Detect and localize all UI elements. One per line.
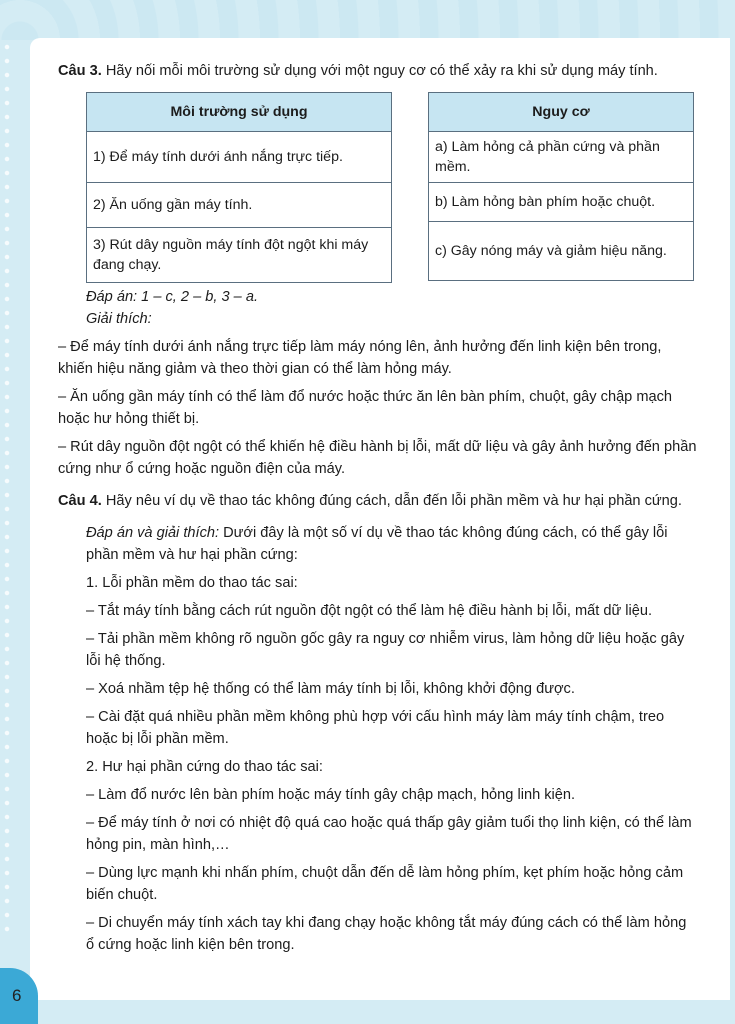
- list-item: – Để máy tính ở nơi có nhiệt độ quá cao hoặc quá thấp gây giảm tuổi thọ linh kiện, có thể làm hỏng pin, màn hình,…: [86, 815, 692, 853]
- question-4: [58, 490, 698, 512]
- question-3-answer: [58, 286, 698, 330]
- question-3: [58, 60, 698, 82]
- section-heading: 2. Hư hại phần cứng do thao tác sai:: [86, 759, 323, 775]
- environment-table: [86, 92, 392, 283]
- page-content: [58, 60, 698, 962]
- list-item: – Di chuyển máy tính xách tay khi đang chạy hoặc không tắt máy đúng cách có thể làm hỏng ổ cứng hoặc linh kiện bên trong.: [86, 915, 687, 953]
- question-4-label: Câu 4.: [58, 493, 102, 509]
- list-item: – Xoá nhầm tệp hệ thống có thể làm máy tính bị lỗi, không khởi động được.: [86, 681, 575, 697]
- list-item: – Tắt máy tính bằng cách rút nguồn đột ngột có thể làm hệ điều hành bị lỗi, mất dữ liệu.: [86, 603, 653, 619]
- risk-header: Nguy cơ: [429, 93, 694, 132]
- question-4-text: Hãy nêu ví dụ về thao tác không đúng cách, dẫn đến lỗi phần mềm và hư hại phần cứng.: [101, 493, 682, 509]
- answer-intro-text: Dưới đây là một số ví dụ về thao tác không đúng cách, có thể gây lỗi phần mềm và hư hại phần cứng:: [86, 525, 668, 563]
- bottom-decoration: [0, 1000, 735, 1024]
- explanation-item: – Rút dây nguồn đột ngột có thể khiến hệ điều hành bị lỗi, mất dữ liệu và gây ảnh hưởng đến phần cứng như ổ cứng hoặc nguồn điện của máy.: [58, 439, 697, 477]
- list-item: – Tải phần mềm không rõ nguồn gốc gây ra nguy cơ nhiễm virus, làm hỏng dữ liệu hoặc gây lỗi hệ thống.: [86, 631, 685, 669]
- answer-intro: [86, 522, 698, 566]
- risk-row: b) Làm hỏng bàn phím hoặc chuột.: [429, 183, 694, 222]
- top-decoration: [0, 0, 735, 40]
- environment-row: 3) Rút dây nguồn máy tính đột ngột khi máy đang chạy.: [87, 228, 392, 283]
- risk-table: [428, 92, 694, 281]
- environment-row: 2) Ăn uống gần máy tính.: [87, 183, 392, 228]
- risk-row: c) Gây nóng máy và giảm hiệu năng.: [429, 222, 694, 281]
- list-item: – Cài đặt quá nhiều phần mềm không phù hợp với cấu hình máy làm máy tính chậm, treo hoặc bị lỗi phần mềm.: [86, 709, 665, 747]
- environment-header: Môi trường sử dụng: [87, 93, 392, 132]
- matching-tables: [58, 92, 698, 280]
- list-item: – Dùng lực mạnh khi nhấn phím, chuột dẫn đến dễ làm hỏng phím, kẹt phím hoặc hỏng cảm biến chuột.: [86, 865, 684, 903]
- environment-row: 1) Để máy tính dưới ánh nắng trực tiếp.: [87, 132, 392, 183]
- section-heading: 1. Lỗi phần mềm do thao tác sai:: [86, 575, 298, 591]
- answer-intro-label: Đáp án và giải thích:: [86, 525, 220, 541]
- list-item: – Làm đổ nước lên bàn phím hoặc máy tính gây chập mạch, hỏng linh kiện.: [86, 787, 576, 803]
- explanation-item: – Để máy tính dưới ánh nắng trực tiếp làm máy nóng lên, ảnh hưởng đến linh kiện bên trong, khiến hiệu năng giảm và theo thời gian có thể làm hỏng máy.: [58, 339, 662, 377]
- question-4-answer: [58, 522, 698, 956]
- question-3-label: Câu 3.: [58, 63, 102, 79]
- explanation-item: – Ăn uống gần máy tính có thể làm đổ nước hoặc thức ăn lên bàn phím, chuột, gây chập mạch hoặc hư hỏng thiết bị.: [58, 389, 673, 427]
- risk-row: a) Làm hỏng cả phần cứng và phần mềm.: [429, 132, 694, 183]
- explanation-label: Giải thích:: [86, 311, 152, 327]
- page-number: 6: [12, 986, 22, 1005]
- answer-key: Đáp án: 1 – c, 2 – b, 3 – a.: [86, 289, 258, 305]
- question-3-text: Hãy nối mỗi môi trường sử dụng với một nguy cơ có thể xảy ra khi sử dụng máy tính.: [101, 63, 658, 79]
- dotted-border-decoration: [0, 40, 14, 940]
